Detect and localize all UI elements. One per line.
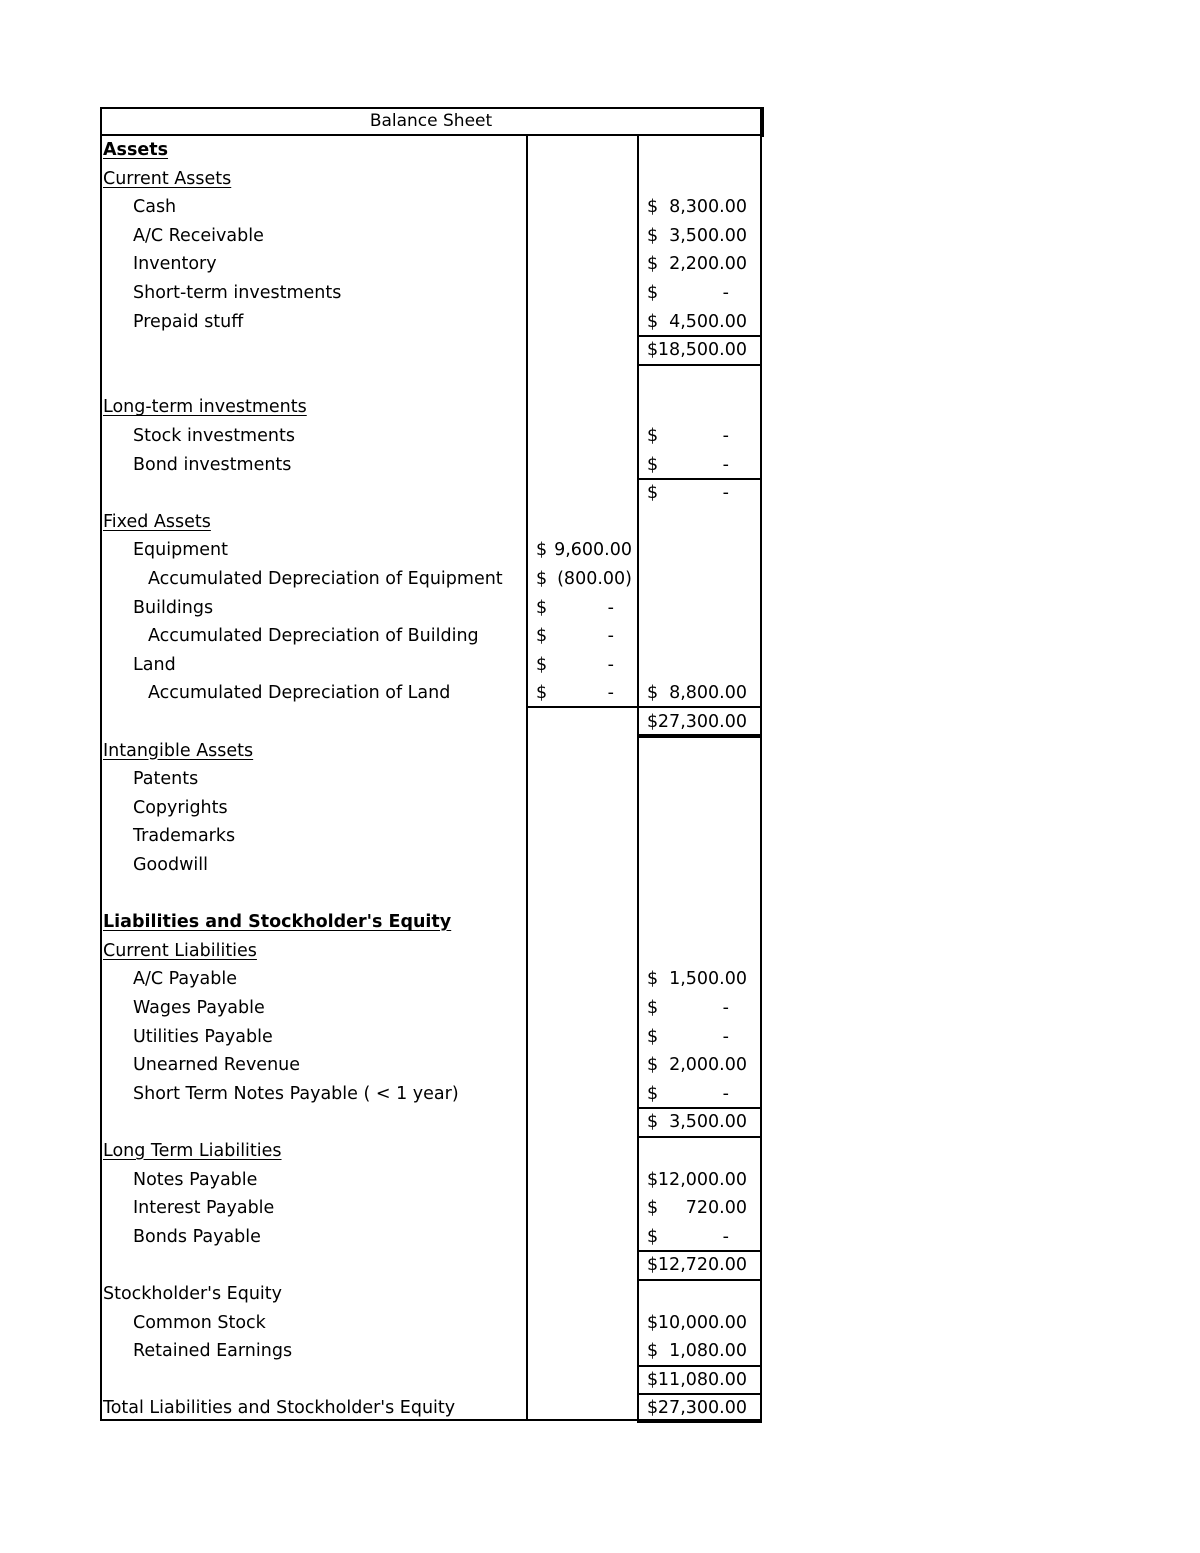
sheet-row [100, 737, 762, 766]
subtotal-rule [637, 1279, 762, 1281]
row-label: Buildings [133, 597, 214, 618]
row-label: Common Stock [133, 1312, 266, 1333]
sheet-row [100, 393, 762, 422]
sheet-row [100, 1251, 762, 1280]
sheet-row [100, 193, 762, 222]
row-label: Inventory [133, 254, 217, 275]
sheet-row [100, 422, 762, 451]
amount-value: - [722, 283, 729, 303]
total-amount [647, 222, 747, 250]
currency-symbol: $ [647, 1341, 659, 1362]
currency-symbol: $ [536, 683, 548, 704]
currency-symbol: $ [647, 1055, 659, 1076]
sheet-row [100, 965, 762, 994]
amount-value: 1,080.00 [669, 1341, 747, 1362]
sheet-row [100, 594, 762, 623]
currency-symbol: $ [536, 626, 548, 647]
amount-value: - [607, 626, 614, 647]
sheet-row [100, 1366, 762, 1395]
subtotal-rule [637, 1365, 762, 1367]
row-label: Short Term Notes Payable ( < 1 year) [133, 1083, 459, 1104]
balance-sheet-table [100, 107, 762, 1421]
sheet-title: Balance Sheet [369, 111, 493, 131]
total-amount [647, 708, 747, 736]
row-label: Utilities Payable [133, 1026, 273, 1047]
currency-symbol: $ [536, 654, 548, 675]
currency-symbol: $ [647, 1169, 659, 1190]
row-label: Long Term Liabilities [103, 1141, 282, 1161]
total-amount [647, 451, 747, 479]
row-label: Copyrights [133, 797, 228, 818]
row-label: Short-term investments [133, 283, 342, 303]
sheet-row [100, 1051, 762, 1080]
sheet-row [100, 880, 762, 909]
sheet-row [100, 479, 762, 508]
row-label: Bonds Payable [133, 1226, 261, 1247]
sheet-row [100, 365, 762, 394]
sheet-row [100, 136, 762, 165]
amount-value: 12,000.00 [657, 1169, 747, 1190]
subtotal-rule [637, 364, 762, 366]
sheet-row [100, 165, 762, 194]
subtotal-rule [637, 1107, 762, 1109]
amount-value: 12,720.00 [657, 1255, 747, 1276]
amount-value: 27,300.00 [657, 1398, 747, 1419]
currency-symbol: $ [647, 283, 659, 303]
total-assets-double-rule [637, 734, 762, 738]
amount-value: - [607, 683, 614, 704]
subtotal-rule [637, 478, 762, 480]
currency-symbol: $ [647, 969, 659, 990]
sheet-row [100, 994, 762, 1023]
currency-symbol: $ [647, 1312, 659, 1333]
sheet-row [100, 822, 762, 851]
currency-symbol: $ [647, 225, 659, 246]
total-amount [647, 279, 747, 307]
amount-value: - [722, 483, 729, 504]
currency-symbol: $ [647, 1112, 659, 1133]
currency-symbol: $ [647, 254, 659, 275]
amount-value: 3,500.00 [669, 225, 747, 246]
row-label: Equipment [133, 540, 228, 561]
amount-value: - [722, 1083, 729, 1104]
subtotal-amount [536, 565, 632, 593]
subtotal-rule [637, 335, 762, 337]
total-amount [647, 1166, 747, 1194]
amount-value: (800.00) [557, 569, 632, 589]
total-amount [647, 1194, 747, 1222]
row-label: Liabilities and Stockholder's Equity [103, 912, 452, 933]
column-divider-3 [637, 135, 639, 1421]
currency-symbol: $ [647, 1369, 659, 1390]
sheet-row [100, 679, 762, 708]
sheet-row [100, 1280, 762, 1309]
amount-value: 2,000.00 [669, 1055, 747, 1076]
total-amount [647, 1337, 747, 1365]
total-amount [647, 479, 747, 507]
row-label: Bond investments [133, 454, 292, 475]
row-label: Assets [103, 140, 169, 160]
amount-value: 1,500.00 [669, 969, 747, 990]
subtotal-amount [536, 536, 632, 564]
row-label: Fixed Assets [103, 511, 211, 532]
sheet-row [100, 222, 762, 251]
amount-value: 10,000.00 [657, 1312, 747, 1333]
currency-symbol: $ [647, 1083, 659, 1104]
total-amount [647, 308, 747, 336]
currency-symbol: $ [647, 1026, 659, 1047]
sheet-row [100, 908, 762, 937]
currency-symbol: $ [536, 597, 548, 618]
total-amount [647, 965, 747, 993]
currency-symbol: $ [647, 1398, 659, 1419]
amount-value: 18,500.00 [657, 340, 747, 361]
currency-symbol: $ [647, 998, 659, 1018]
currency-symbol: $ [647, 683, 659, 704]
sheet-row [100, 279, 762, 308]
total-amount [647, 1023, 747, 1051]
currency-symbol: $ [647, 454, 659, 475]
amount-value: 9,600.00 [554, 540, 632, 561]
row-label: Accumulated Depreciation of Building [148, 626, 479, 647]
amount-value: 8,300.00 [669, 197, 747, 218]
currency-symbol: $ [647, 197, 659, 218]
row-label: Intangible Assets [103, 740, 254, 761]
sheet-row [100, 536, 762, 565]
total-amount [647, 1051, 747, 1079]
row-label: A/C Receivable [133, 225, 264, 246]
sheet-row [100, 651, 762, 680]
amount-value: - [607, 597, 614, 618]
sheet-row [100, 1223, 762, 1252]
amount-value: - [722, 426, 729, 446]
currency-symbol: $ [647, 712, 659, 732]
total-amount [647, 422, 747, 450]
subtotal-rule [637, 1393, 762, 1395]
subtotal-rule [637, 1250, 762, 1252]
total-amount [647, 193, 747, 221]
amount-value: 720.00 [685, 1198, 747, 1219]
sheet-row [100, 1166, 762, 1195]
row-label: Cash [133, 197, 177, 218]
total-amount [647, 1366, 747, 1394]
currency-symbol: $ [647, 483, 659, 504]
total-assets-bottom-border [637, 1419, 762, 1423]
sheet-row [100, 336, 762, 365]
row-label: Notes Payable [133, 1169, 258, 1190]
currency-symbol: $ [647, 426, 659, 446]
amount-value: - [722, 1226, 729, 1247]
currency-symbol: $ [647, 311, 659, 332]
bottom-border [100, 1419, 638, 1421]
subtotal-rule [526, 706, 762, 708]
row-label: Stock investments [133, 426, 295, 446]
sheet-row [100, 765, 762, 794]
row-label: Current Liabilities [103, 940, 257, 961]
subtotal-amount [536, 622, 632, 650]
total-amount [647, 994, 747, 1022]
row-label: Long-term investments [103, 397, 307, 418]
currency-symbol: $ [647, 1226, 659, 1247]
row-label: Prepaid stuff [133, 311, 244, 332]
title-divider [100, 134, 762, 136]
total-amount [647, 1251, 747, 1279]
subtotal-rule [637, 1136, 762, 1138]
currency-symbol: $ [647, 340, 659, 361]
total-amount [647, 336, 747, 364]
sheet-row [100, 565, 762, 594]
row-label: Trademarks [133, 826, 236, 847]
sheet-row [100, 508, 762, 537]
row-label: Interest Payable [133, 1198, 275, 1219]
amount-value: - [722, 1026, 729, 1047]
sheet-row [100, 1023, 762, 1052]
sheet-row [100, 250, 762, 279]
sheet-row [100, 1309, 762, 1338]
sheet-row [100, 1108, 762, 1137]
sheet-row [100, 937, 762, 966]
row-label: Total Liabilities and Stockholder's Equity [103, 1398, 456, 1419]
row-label: Accumulated Depreciation of Land [148, 683, 451, 704]
currency-symbol: $ [536, 540, 548, 561]
sheet-row [100, 622, 762, 651]
amount-value: 8,800.00 [669, 683, 747, 704]
row-label: A/C Payable [133, 969, 237, 990]
amount-value: - [607, 654, 614, 675]
row-label: Patents [133, 769, 199, 790]
left-border [100, 107, 102, 1421]
subtotal-amount [536, 594, 632, 622]
amount-value: - [722, 998, 729, 1018]
total-amount [647, 1309, 747, 1337]
sheet-row [100, 708, 762, 737]
amount-value: 4,500.00 [669, 311, 747, 332]
total-amount [647, 1223, 747, 1251]
sheet-row [100, 1137, 762, 1166]
total-amount [647, 1080, 747, 1108]
currency-symbol: $ [536, 569, 548, 589]
currency-symbol: $ [647, 1198, 659, 1219]
sheet-row [100, 794, 762, 823]
sheet-row [100, 308, 762, 337]
right-border [760, 107, 762, 1421]
subtotal-amount [536, 679, 632, 707]
amount-value: 3,500.00 [669, 1112, 747, 1133]
amount-value: - [722, 454, 729, 475]
sheet-row [100, 851, 762, 880]
sheet-row [100, 1080, 762, 1109]
sheet-row [100, 451, 762, 480]
row-label: Wages Payable [133, 998, 265, 1018]
total-amount [647, 679, 747, 707]
row-label: Land [133, 654, 176, 675]
row-label: Current Assets [103, 168, 232, 189]
amount-value: 2,200.00 [669, 254, 747, 275]
row-label: Unearned Revenue [133, 1055, 301, 1076]
subtotal-amount [536, 651, 632, 679]
column-divider-2 [526, 135, 528, 1421]
total-amount [647, 1108, 747, 1136]
sheet-row [100, 1194, 762, 1223]
row-label: Retained Earnings [133, 1341, 293, 1362]
row-label: Accumulated Depreciation of Equipment [148, 569, 503, 589]
amount-value: 11,080.00 [657, 1369, 747, 1390]
currency-symbol: $ [647, 1255, 659, 1276]
row-label: Stockholder's Equity [103, 1284, 282, 1304]
amount-value: 27,300.00 [657, 712, 747, 732]
sheet-row [100, 1337, 762, 1366]
total-amount [647, 250, 747, 278]
row-label: Goodwill [133, 855, 208, 875]
